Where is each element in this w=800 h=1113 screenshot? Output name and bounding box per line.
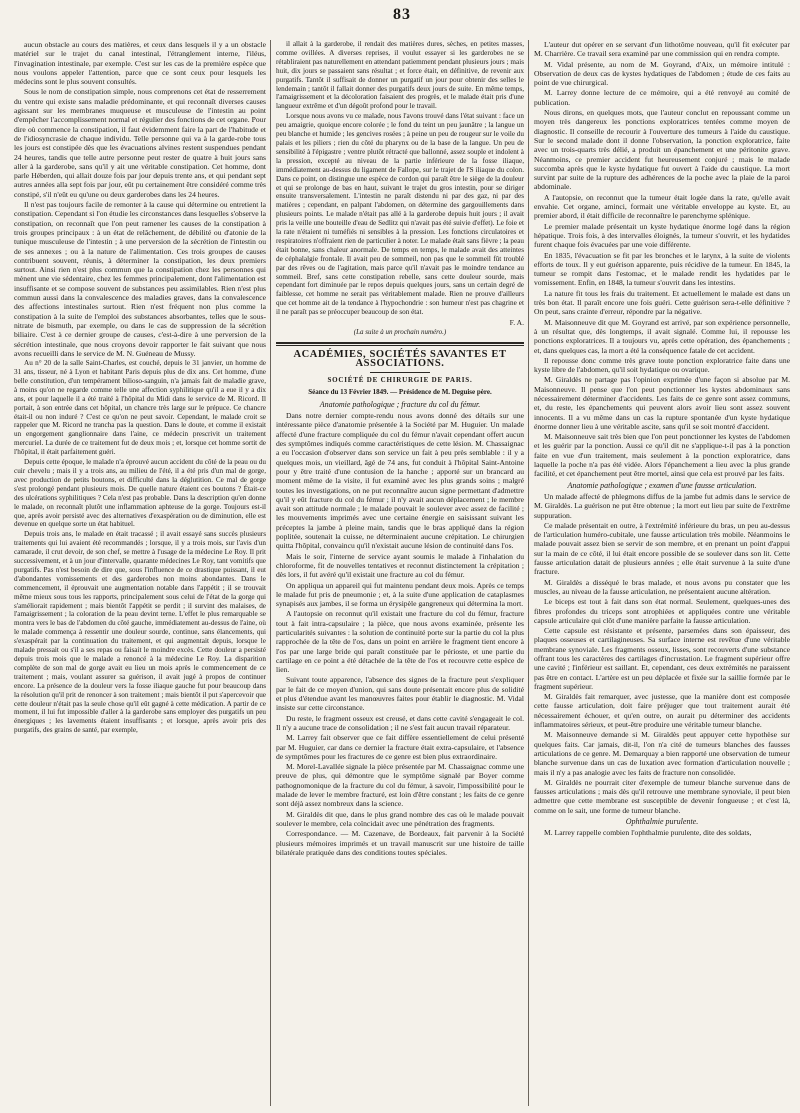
paragraph: il allait à la garderobe, il rendait des matières dures, sèches, en petites masses, comme ovillées. A diverses reprises, il voulut essayer si les garderobes ne se rétabliraient pas naturellement en attendant patiemment pendant plusieurs jours ; mais huit, dix jours se passaient sans résultat ; et force était, en définitive, de revenir aux purgatifs. Tantôt il suffisait de donner un purgatif un jour pour obtenir des selles le lendemain ; tantôt il fallait donner des purgatifs deux jours de suite. En même temps, l'amaigrissement et la décoloration faisaient des progrès, et le malade était pris d'une langueur extrême et d'un dégoût profond pour le travail. <box>276 40 524 111</box>
paragraph: Mais le soir, l'interne de service ayant soumis le malade à l'inhalation du chloroforme, fit de nouvelles tentatives et reconnut distinctement la crépitation ; dès lors, il fut avéré qu'il existait une fracture au col du fémur. <box>276 551 524 580</box>
paragraph: Cette capsule est résistante et présente, parsemées dans son épaisseur, des plaques osseuses et cartilagineuses. Sa surface interne est revêtue d'une véritable membrane synoviale. Les fragments osseux, lisses, sont recouverts d'une substance offrant tous les caractères des cartilages d'incrustation. Le fragment supérieur offre une cavité ; l'inférieur est saillant. Et, cependant, ces deux extrémités ne paraissent pas être en contact. L'artère est un peu déplacée et fixée sur la saillie formée par le fragment supérieur. <box>534 626 790 691</box>
author-signature: F. A. <box>509 318 524 328</box>
paragraph: M. Giraldès ne pourrait citer d'exemple de tumeur blanche survenue dans de fausses articulations ; mais dès qu'il retrouve une membrane synoviale, il peut bien admettre que cette membrane est susceptible de devenir fongueuse ; et c'est là, comme on le sait, une forme de tumeur blanche. <box>534 777 790 815</box>
paragraph: M. Morel-Lavallée signale la pièce présentée par M. Chassaignac comme une preuve de plus, qui démontre que le symptôme signalé par Boyer comme pathognomonique de la fracture du col du fémur, à savoir, l'impossibilité pour le malade de lever le membre fracturé, est loin d'être constant ; les faits de ce genre sont déjà assez nombreux dans la science. <box>276 762 524 809</box>
column-right <box>534 40 790 1106</box>
column-divider <box>270 40 271 1106</box>
subheading: Anatomie pathologique ; fracture du col du fémur. <box>319 399 481 409</box>
paragraph: Depuis trois ans, le malade en était tracassé ; il avait essayé sans succès plusieurs traitements qui lui avaient été recommandés ; lorsque, il y a trois mois, sur l'avis d'un camarade, il crut devoir, de son chef, se mettre à l'usage de la médecine Le Roy. Il prit successivement, et à un jour d'intervalle, quarante médecines Le Roy, tant vomitifs que purgatifs. Pas n'est besoin de dire que, sous l'influence de ce drastique puissant, il eut d'abondantes vomissements et des garderobes non moins abondantes. Dans le commencement, il éprouvait une augmentation notable dans l'appétit ; il se trouvait même mieux sous tous les rapports, principalement sous celui de l'état de la gorge qui s'améliorait rapidement ; mais bientôt l'appétit se perdit ; il survint des malaises, de l'amaigrissement ; la coloration de la peau devint terne. L'effet le plus remarquable se montra vers le bas de l'abdomen du côté gauche, immédiatement au-dessus de l'aine, où le malade commença à ressentir une douleur sourde, continue, sans élancements, qui s'exaspérait par la continuation du traitement, et qui augmentait depuis, lorsque le malade pressait ou s'il a ses repas ou faisait le moindre excès. Cette douleur a persisté depuis trois mois que le malade a renoncé à la médecine Le Roy. La disparition complète de son mal de gorge avait eu lieu un mois après le commencement de ce traitement ; mais, voulant assurer sa guérison, il avait jugé à propos de continuer encore. La présence de la douleur vers la fosse iliaque gauche fut pour beaucoup dans la résolution qu'il prit de renoncer à son traitement ; mais bientôt il put s'apercevoir que cette douleur n'était pas la seule chose qu'il eût gagné à cette médication. A partir de ce moment, il lui fut impossible d'aller à la garderobe sans employer des purgatifs un peu énergiques ; les lavements étaient insuffisants ; et lorsque, après avoir pris des purgatifs, des grains de santé, par exemple, <box>14 530 266 735</box>
paragraph: M. Maisonneuve demande si M. Giraldès peut appuyer cette hypothèse sur quelques faits. Car jamais, dit-il, l'on n'a cité de tumeurs blanches des fausses articulations de ce genre. M. Demarquay a bien rapporté une observation de tumeur blanche survenue dans un cas de luxation avec formation d'articulation nouvelle ; mais il n'y a pas analogie avec les faits de fracture non consolidée. <box>534 730 790 777</box>
paragraph: L'auteur dut opérer en se servant d'un lithotôme nouveau, qu'il fit exécuter par M. Charrière. Ce travail sera examiné par une commission qui en rendra compte. <box>534 40 790 59</box>
paragraph: Du reste, le fragment osseux est creusé, et dans cette cavité s'engageait le col. Il n'y a aucune trace de consolidation ; il ne s'est fait aucun travail réparateur. <box>276 713 524 732</box>
paragraph: Nous dirons, en quelques mots, que l'auteur conclut en repoussant comme un moyen très dangereux les ponctions exploratrices tentées comme moyen de diagnostic. Il conseille de recourir à l'ouverture des tumeurs à l'aide du caustique. Sur le second malade dont il donne l'observation, la ponction exploratrice, faite avec un trois-quarts très délié, a produit un épanchement et une péritonite grave. Néanmoins, ce premier accident fut heureusement conjuré ; mais le malade succomba après que le kyste hydatique fut ouvert à l'aide du caustique. La mort survint par suite de la rupture des adhérences de la poche avec la plaie de la paroi abdominale. <box>534 108 790 192</box>
newspaper-page <box>14 6 790 1106</box>
paragraph: Un malade affecté de phlegmons diffus de la jambe fut admis dans le service de M. Giraldès. La guérison ne put être obtenue ; la mort eut lieu par suite de l'extrême suppuration. <box>534 491 790 520</box>
paragraph: Le biceps est tout à fait dans son état normal. Seulement, quelques-unes des fibres profondes du triceps sont atrophiées et appliquées contre une véritable capsule articulaire qui clôt d'une manière parfaite la fausse articulation. <box>534 597 790 625</box>
paragraph: M. Larrey rappelle combien l'ophthalmie purulente, dite des soldats, <box>544 828 752 838</box>
continued-note: (La suite à un prochain numéro.) <box>353 328 447 337</box>
section-rule <box>276 342 524 344</box>
paragraph: Ce malade présentait en outre, à l'extrémité inférieure du bras, un peu au-dessus de l'articulation huméro-cubitale, une fausse articulation très mobile. Néanmoins le malade pouvait assez bien se servir de son membre, et en prenant un point d'appui sur la main de ce côté, il lui était encore possible de se soulever dans son lit. Cette fausse articulation datait de plusieurs années ; elle était survenue à la suite d'une fracture. <box>534 520 790 577</box>
paragraph: La nature fit tous les frais du traitement. Et actuellement le malade est dans un très bon état. Il paraît encore une fois guéri. Cette guérison sera-t-elle définitive ? On peut, sans crainte d'erreur, répondre par la négative. <box>534 288 790 317</box>
paragraph: Correspondance. — M. Cazenave, de Bordeaux, fait parvenir à la Société plusieurs mémoires imprimés et un travail manuscrit sur une histoire de taille bilatérale pratiquée dans des conditions toutes spéciales. <box>276 829 524 857</box>
paragraph: On appliqua un appareil qui fut maintenu pendant deux mois. Après ce temps le malade fut pris de pneumonie ; et, à la suite d'une application de cataplasmes synapisés aux jambes, il se forma un érysipèle gangreneux qui détermina la mort. <box>276 580 524 609</box>
paragraph: Le premier malade présentait un kyste hydatique énorme logé dans la région hépatique. Trois fois, à des intervalles éloignés, la tumeur s'ouvrit, et les hydatides furent chaque fois évacuées par une voie différente. <box>534 221 790 250</box>
paragraph: Au n° 20 de la salle Saint-Charles, est couché, depuis le 31 janvier, un homme de 31 ans, tisseur, né à Lyon et habitant Paris depuis plus de dix ans. Cet homme, d'une belle constitution, d'un tempérament bilioso-sanguin, n'a jamais fait de maladie grave, à moins qu'on ne regarde comme telle une affection syphilitique qu'il a eue il y a dix ans, et pour laquelle il a été traité à l'hôpital du Midi dans le service de M. Ricord. Il portait, à son entrée dans cet hôpital, un chancre très large sur le prépuce. Ce chancre était-il ou non induré ? C'est ce qu'on ne peut savoir. Cependant, le malade croit se rappeler que M. Ricord ne trancha pas la question. Dans le doute, et comme il existait un engorgement ganglionnaire dans l'aine, ce médecin prescrivit un traitement mercuriel. La durée de ce traitement fut de deux mois ; et, lorsque cet homme sortit de l'hôpital, il était parfaitement guéri. <box>14 359 266 457</box>
column-divider <box>528 40 529 1106</box>
paragraph: M. Giraldès ne partage pas l'opinion exprimée d'une façon si absolue par M. Maisonneuve. Il pense que l'on peut ponctionner les kystes abdominaux sans nécessairement déterminer d'accidents. Les faits de ce genre sont assez communs, et, du reste, les épanchements qui peuvent alors avoir lieu sont assez souvent innocents. Il a vu même dans un cas la rupture spontanée d'un kyste hydatique énorme donner lieu à une véritable ascite, sans qu'il se soit montré d'accident. <box>534 375 790 431</box>
subheading: Anatomie pathologique ; examen d'une fausse articulation. <box>567 480 757 490</box>
section-title: ACADÉMIES, SOCIÉTÉS SAVANTES ET ASSOCIATIONS. <box>293 348 507 369</box>
paragraph: En 1835, l'évacuation se fit par les bronches et le larynx, à la suite de violents efforts de toux. Il y eut guérison apparente, puis récidive de la tumeur. En 1845, la tumeur se rompit dans l'estomac, et le malade rendit les hydatides par le vomissement. Enfin, en 1848, la tumeur s'ouvrit dans les intestins. <box>534 250 790 288</box>
paragraph: Lorsque nous avons vu ce malade, nous l'avons trouvé dans l'état suivant : face un peu amaigrie, quoique encore colorée ; le fond du teint un peu jaunâtre ; la langue un peu blanche et humide ; les gencives rosées ; à peine un peu de rougeur sur le voile du palais et les piliers ; rien du côté du pharynx ou de la base de la langue. Un peu de sensibilité à l'épigastre ; ventre plutôt rétracté que ballonné, assez souple et indolent à la pression, excepté au niveau de la partie inférieure de la fosse iliaque, immédiatement au-dessus du ligament de Fallope, sur le trajet de l'S iliaque du colon. Dans ce point, on distingue une espèce de cordon qui paraît être le siège de la douleur et qui se prolonge de bas en haut, suivant le trajet du gros intestin, pour se diriger ensuite transversalement. L'intestin ne paraît distendu ni par des gaz, ni par des matières ; cependant, en palpant l'abdomen, on détermine des gargouillements dans plusieurs points. Le malade n'était pas allé à la garderobe depuis huit jours ; il avait pris la veille une bouteille d'eau de Sedlitz qui n'avait pas été suivie d'effet). Le foie et la rate n'étaient ni tuméfiés ni sensibles à la pression. Les fonctions circulatoires et respiratoires n'offraient rien de particulier à noter. Le malade était sans fièvre ; la peau était bonne, sans chaleur anormale. De temps en temps, le malade avait des atteintes de céphalalgie frontale. Il avait peu de sommeil, non pas que le sommeil fût troublé par des rêves ou de l'agitation, mais parce qu'il n'avait pas le moindre tendance au sommeil. Bref, sans cette constipation rebelle, sans cette douleur sourde, mais cependant fort diminuée par le repos depuis quelques jours, sans un certain degré de faiblesse, cet homme ne serait pas véritablement malade. Rien ne prouve d'ailleurs que cet homme ait de la tendance à l'hypochondrie : son humeur n'est pas chagrine et il ne paraît pas se préoccuper beaucoup de son état. <box>276 112 524 317</box>
paragraph: Il repousse donc comme très grave toute ponction exploratrice faite dans une kyste libre de l'abdomen, qu'il soit hydatique ou ovarique. <box>534 355 790 375</box>
society-name: SOCIÉTÉ DE CHIRURGIE DE PARIS. <box>327 376 473 385</box>
page-number: 83 <box>393 6 411 23</box>
paragraph: M. Maisonneuve dit que M. Goyrand est arrivé, par son expérience personnelle, à un résultat que, dès longtemps, il avait signalé. Comme lui, il repousse les ponctions exploratrices. Il a toujours vu, après cette opération, des épanchements ; et, dans quelques cas, la mort a été la conséquence fatale de cet accident. <box>534 317 790 355</box>
paragraph: A l'autopsie on reconnut qu'il existait une fracture du col du fémur, fracture tout à fait intra-capsulaire ; la pièce, que nous avons examinée, présente les particularités suivantes : la solution de continuité porte sur la partie du col la plus rapprochée de la tête de l'os, dans un point en arrière le fragment tient encore à l'os par une large bride qui paraît constituée par le périoste, et une partie du cartilage en ce point a été détachée de la tête de l'os et recouvre cette espèce de lien. <box>276 609 524 675</box>
paragraph: M. Giraldès fait remarquer, avec justesse, que la manière dont est composée cette fausse articulation, doit faire préjuger que tout traitement aurait été nécessairement échouer, et qu'en outre, on aurait pu déterminer des accidents inflammatoires sérieux, et peut-être produire une véritable tumeur blanche. <box>534 692 790 730</box>
paragraph: Depuis cette époque, le malade n'a éprouvé aucun accident du côté de la peau ou du cuir chevelu ; mais il y a trois ans, au milieu de l'été, il a été pris d'un mal de gorge, avec production de petits boutons, et difficulté dans la déglutition. Ce mal de gorge s'est prolongé pendant plusieurs mois. De quelle nature étaient ces boutons ? Était-ce des ulcérations syphilitiques ? Cela n'est pas probable. Dans la description qu'en donne le malade, on reconnaît plutôt une inflammation aphteuse de la gorge. Toujours est-il que, après avoir persisté avec des alternatives d'exaspération ou de diminution, elle est devenue en quelque sorte un état habituel. <box>14 458 266 529</box>
paragraph: M. Giraldès a disséqué le bras malade, et nous avons pu constater que les muscles, au niveau de la fausse articulation, ne présentaient aucune altération. <box>534 577 790 596</box>
session-line: Séance du 13 Février 1849. — Présidence de M. Deguise père. <box>308 387 492 396</box>
column-left <box>14 40 266 1106</box>
paragraph: A l'autopsie, on reconnut que la tumeur était logée dans la rate, qu'elle avait envahie. Cet organe, aminci, formait une véritable enveloppe au kyste. Et, au premier abord, il était difficile de reconnaître le parenchyme splénique. <box>534 192 790 221</box>
paragraph: Dans notre dernier compte-rendu nous avons donné des détails sur une intéressante pièce d'anatomie présentée à la Société par M. Huguier. Un malade affecté d'une fracture compliquée du col du fémur n'avait cependant offert aucun des symptômes indiqués comme caractéristiques de cette lésion. M. Chassaignac a eu l'occasion d'observer dans son service un fait à peu près semblable : il y a quelques mois, un vieillard, âgé de 74 ans, fut conduit à l'hôpital Saint-Antoine pour y être traité d'une contusion de la hanche ; apporté sur un brancard au moment même de la visite, il fut examiné avec les plus grands soins ; malgré toutes les investigations, on ne put reconnaître aucun signe permettant d'admettre qu'il y eût fracture du col du fémur ; il n'y avait aucun déplacement ; le membre avait son attitude normale ; le malade pouvait le soulever avec assez de facilité ; les mouvements imprimés avec une certaine énergie en saisissant suivant les préceptes la jambe à pleine main, tandis que le bras appliqué dans la région poplitée, soutenait la cuisse, ne déterminaient aucune crépitation. Le chirurgien quitta l'hôpital, convaincu qu'il n'existait aucune lésion de continuité dans l'os. <box>276 411 524 551</box>
section-rule <box>276 345 524 346</box>
paragraph: aucun obstacle au cours des matières, et ceux dans lesquels il y a un obstacle matériel sur le trajet du canal intestinal, l'étranglement interne, l'iléus, l'invagination intestinale, par exemple. C'est sur les cas de la première espèce que nous voulons appeler l'attention, parce que ce sont ceux pour lesquels les médecins sont le plus souvent consultés. <box>14 40 266 87</box>
paragraph: M. Vidal présente, au nom de M. Goyrand, d'Aix, un mémoire intitulé : Observation de deux cas de kystes hydatiques de l'abdomen ; étude de ces faits au point de vue chirurgical. <box>534 59 790 88</box>
paragraph: Il n'est pas toujours facile de remonter à la cause qui détermine ou entretient la constipation. Cependant si l'on étudie les circonstances dans lesquelles s'observe la constipation, on reconnaît que l'on peut ramener les causes de la constipation à trois groupes principaux : à un état de relâchement, de débilité ou d'atonie de la tunique musculeuse de l'intestin ; à une perversion de la sécrétion de l'intestin ou de ses annexes ; ou à la nature de l'alimentation. Ces trois groupes de causes contribuent souvent, réunis, à déterminer la constipation, les deux premiers surtout. Ainsi rien n'est plus commun que la constipation chez les personnes qui mènent une vie sédentaire, chez les femmes principalement, dont l'alimentation est insuffisante et se compose souvent de substances peu assimilables. Rien n'est plus commun aussi dans la convalescence des maladies graves, dans la convalescence des affections intestinales surtout. Rien n'est fréquent non plus comme la constipation à la suite de l'emploi des substances absorbantes, telles que le sous-nitrate de bismuth, par exemple, ou dans le cas de suppression de la sécrétion biliaire. C'est à ce dernier groupe de causes, c'est-à-dire à une perversion de la sécrétion intestinale, que nous croyons devoir rapporter le fait suivant que nous avons recueilli dans le service de M. N. Guéneau de Mussy. <box>14 200 266 358</box>
column-middle <box>276 40 524 1106</box>
case-report-continued <box>276 40 524 317</box>
paragraph: M. Maisonneuve sait très bien que l'on peut ponctionner les kystes de l'abdomen et les guérir par la ponction. Aussi ce qu'il dit ne s'applique-t-il pas à la ponction faite en vue d'un traitement, mais seulement à la ponction exploratrice, dans laquelle la poche n'a pas été vidée. Alors l'épanchement a lieu avec la plus grande facilité, et cet épanchement peut être mortel, ainsi que cela est prouvé par les faits. <box>534 432 790 479</box>
paragraph: M. Larrey fait observer que ce fait diffère essentiellement de celui présenté par M. Huguier, car dans ce dernier la fracture était extra-capsulaire, et l'absence de symptômes pour les fractures de ce genre est bien plus extraordinaire. <box>276 733 524 761</box>
paragraph: Suivant toute apparence, l'absence des signes de la fracture peut s'expliquer par le fait de ce moyen d'union, qui sans doute présentait encore plus de solidité et plus d'étendue avant les manœuvres faites pour établir le diagnostic. M. Vidal insiste sur cette circonstance. <box>276 675 524 713</box>
paragraph: M. Larrey donne lecture de ce mémoire, qui a été renvoyé au comité de publication. <box>534 88 790 107</box>
case-report <box>14 359 266 735</box>
paragraph: M. Giraldès dit que, dans le plus grand nombre des cas où le malade pouvait soulever le membre, cela coïncidait avec une pénétration des fragments. <box>276 809 524 828</box>
divider <box>370 372 430 373</box>
paragraph: Sous le nom de constipation simple, nous comprenons cet état de resserrement du ventre qui existe sans maladie prédominante, et qui reconnaît diverses causes agissant sur les membranes muqueuse et musculeuse de l'intestin au point d'empêcher l'accomplissement normal et régulier des fonctions de cet organe. Pour dire où commence la constipation, il faut évidemment faire la part de l'habitude et de l'idiosyncrasie de chaque individu. Telle personne qui va à la garde-robe tous les jours est constipée dès que les évacuations alvines restent suspendues pendant 24 heures, tandis que telle autre personne peut rester de quatre à huit jours sans aller à la garderobe, sans qu'il y ait une véritable constipation. Cet homme, dont parle Héberden, qui allait douze fois par jour depuis trente ans, et qui pendant sept autres années alla sept fois par jour, eût pu certainement être considéré comme très constipé, s'il n'eût eu qu'une ou deux garderobes dans les 24 heures. <box>14 87 266 199</box>
subheading: Ophthalmie purulente. <box>625 817 699 827</box>
